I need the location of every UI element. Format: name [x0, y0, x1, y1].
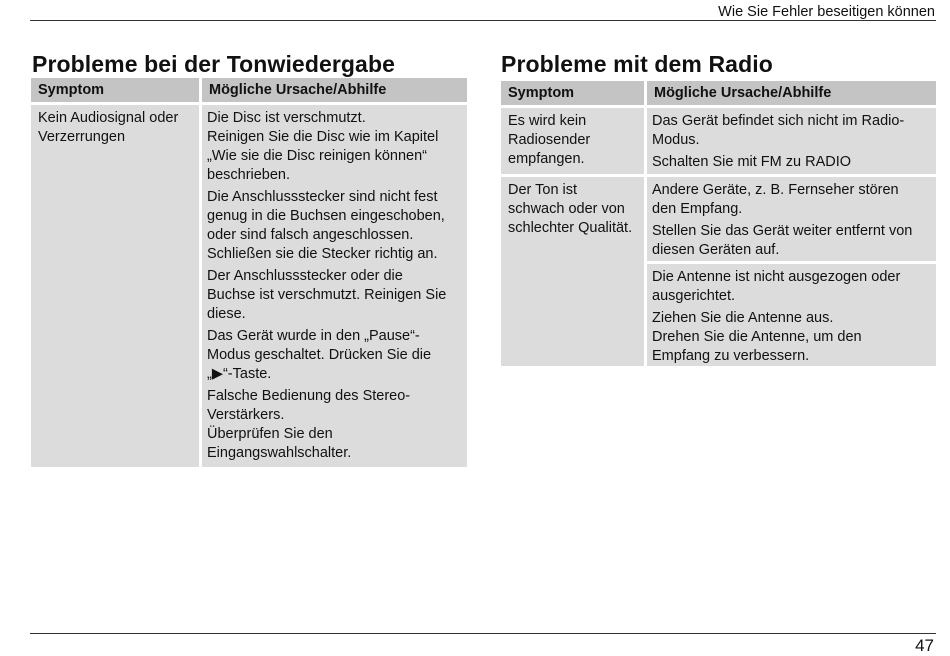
cause-item: Die Anschlussstecker sind nicht fest genug in die Buchsen eingeschoben, oder sind falsch angeschlossen. Schließen sie die Stecker richtig an. — [207, 189, 445, 262]
cause-item: Stellen Sie das Gerät weiter entfernt von diesen Geräten auf. — [652, 223, 913, 258]
right-cause-cell-1 — [647, 108, 936, 174]
right-cause-cell-2 — [647, 177, 936, 261]
footer-rule — [30, 633, 936, 634]
cause-item: Die Antenne ist nicht ausgezogen oder ausgerichtet. — [652, 269, 901, 304]
section-title-radio: Probleme mit dem Radio — [501, 51, 773, 77]
cause-item: Das Gerät wurde in den „Pause“- Modus geschaltet. Drücken Sie die „▶“-Taste. — [207, 328, 432, 382]
header-rule — [30, 20, 936, 21]
left-header-cause: Mögliche Ursache/Abhilfe — [202, 78, 467, 102]
right-header-cause: Mögliche Ursache/Abhilfe — [647, 81, 936, 105]
section-title-sound: Probleme bei der Tonwiedergabe — [32, 51, 395, 77]
left-cause-cell — [202, 105, 467, 467]
cause-item: Die Disc ist verschmutzt. Reinigen Sie die Disc wie im Kapitel „Wie sie die Disc reinigen können“ beschrieben. — [207, 110, 439, 183]
right-symptom-cell-2: Der Ton ist schwach oder von schlechter Qualität. — [501, 177, 644, 366]
right-header-symptom: Symptom — [501, 81, 644, 105]
cause-item: Das Gerät befindet sich nicht im Radio- Modus. — [652, 113, 905, 148]
cause-item: Falsche Bedienung des Stereo- Verstärkers. Überprüfen Sie den Eingangswahlschalter. — [207, 388, 411, 461]
cause-item: Ziehen Sie die Antenne aus. Drehen Sie die Antenne, um den Empfang zu verbessern. — [652, 310, 862, 364]
cause-item: Schalten Sie mit FM zu RADIO — [652, 154, 852, 170]
right-symptom-cell-1: Es wird kein Radiosender empfangen. — [501, 108, 644, 174]
cause-item: Der Anschlussstecker oder die Buchse ist verschmutzt. Reinigen Sie diese. — [207, 268, 447, 322]
left-header-symptom: Symptom — [31, 78, 199, 102]
cause-item: Andere Geräte, z. B. Fernseher stören den Empfang. — [652, 182, 899, 217]
left-symptom-cell: Kein Audiosignal oder Verzerrungen — [31, 105, 199, 467]
right-cause-cell-3 — [647, 264, 936, 366]
page-number: 47 — [915, 636, 934, 655]
running-head: Wie Sie Fehler beseitigen können — [718, 4, 935, 20]
